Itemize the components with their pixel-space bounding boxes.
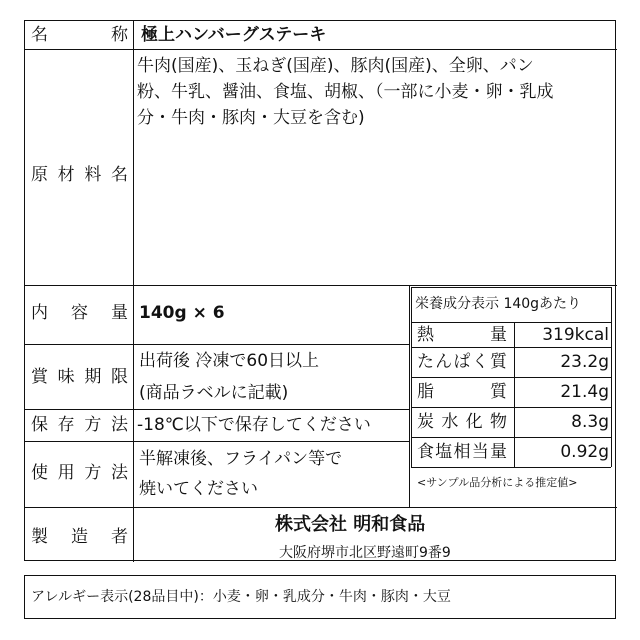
row-divider — [25, 441, 409, 442]
label-key-usage: 使 用 方 法 — [31, 463, 128, 483]
nutrition-header: 栄養成分表示 140gあたり — [415, 296, 582, 312]
label-key-maker: 製 造 者 — [31, 527, 128, 547]
nutrition-name-salt: 食 塩 相 当 量 — [417, 442, 507, 462]
row-divider — [25, 507, 617, 508]
food-label-table — [24, 20, 616, 561]
nutrition-note: <サンプル品分析による推定値> — [417, 476, 578, 489]
label-key-ingredients: 原 材 料 名 — [31, 165, 128, 185]
label-key-name: 名 称 — [31, 25, 128, 45]
row-divider — [25, 344, 409, 345]
ingredients-text: 牛肉(国産)、玉ねぎ(国産)、豚肉(国産)、全卵、パン 粉、牛乳、醤油、食塩、胡椒、（一部に小麦・卵・乳成 分・牛肉・豚肉・大豆を含む) — [137, 56, 554, 128]
nutrition-name-protein: た ん ぱ く 質 — [417, 352, 507, 372]
storage-text: -18℃以下で保存してください — [137, 415, 371, 435]
maker-address: 大阪府堺市北区野遠町9番9 — [279, 545, 451, 561]
nutrition-divider — [411, 287, 412, 467]
nutrition-divider — [411, 347, 611, 348]
nutrition-value-carbohydrate: 8.3g — [571, 412, 609, 432]
label-key-content: 内 容 量 — [31, 303, 128, 323]
nutrition-column-divider — [409, 285, 410, 507]
usage-line: 焼いてください — [139, 479, 258, 499]
nutrition-value-salt: 0.92g — [560, 442, 609, 462]
expiry-line: (商品ラベルに記載) — [139, 383, 289, 403]
nutrition-value-fat: 21.4g — [560, 382, 609, 402]
nutrition-name-fat: 脂 質 — [417, 382, 507, 402]
nutrition-divider — [411, 322, 611, 323]
product-name: 極上ハンバーグステーキ — [141, 25, 327, 45]
label-key-expiry: 賞 味 期 限 — [31, 367, 128, 387]
nutrition-divider — [411, 437, 611, 438]
usage-line: 半解凍後、フライパン等で — [139, 449, 343, 469]
key-column-divider — [133, 21, 134, 562]
expiry-line: 出荷後 冷凍で60日以上 — [139, 351, 320, 371]
nutrition-divider — [611, 287, 612, 467]
row-divider — [25, 285, 617, 286]
allergy-box — [24, 575, 616, 619]
nutrition-divider — [411, 377, 611, 378]
row-divider — [25, 49, 617, 50]
nutrition-value-energy: 319kcal — [542, 325, 609, 345]
nutrition-name-energy: 熱 量 — [417, 325, 507, 345]
allergy-text: アレルギー表示(28品目中)：小麦・卵・乳成分・牛肉・豚肉・大豆 — [31, 589, 451, 605]
nutrition-divider — [411, 407, 611, 408]
content-amount: 140g × 6 — [139, 303, 225, 323]
nutrition-divider — [411, 287, 611, 288]
maker-company: 株式会社 明和食品 — [275, 514, 426, 535]
nutrition-divider — [411, 467, 611, 468]
label-key-storage: 保 存 方 法 — [31, 415, 128, 435]
nutrition-name-carbohydrate: 炭 水 化 物 — [417, 412, 507, 432]
nutrition-value-protein: 23.2g — [560, 352, 609, 372]
row-divider — [25, 409, 409, 410]
